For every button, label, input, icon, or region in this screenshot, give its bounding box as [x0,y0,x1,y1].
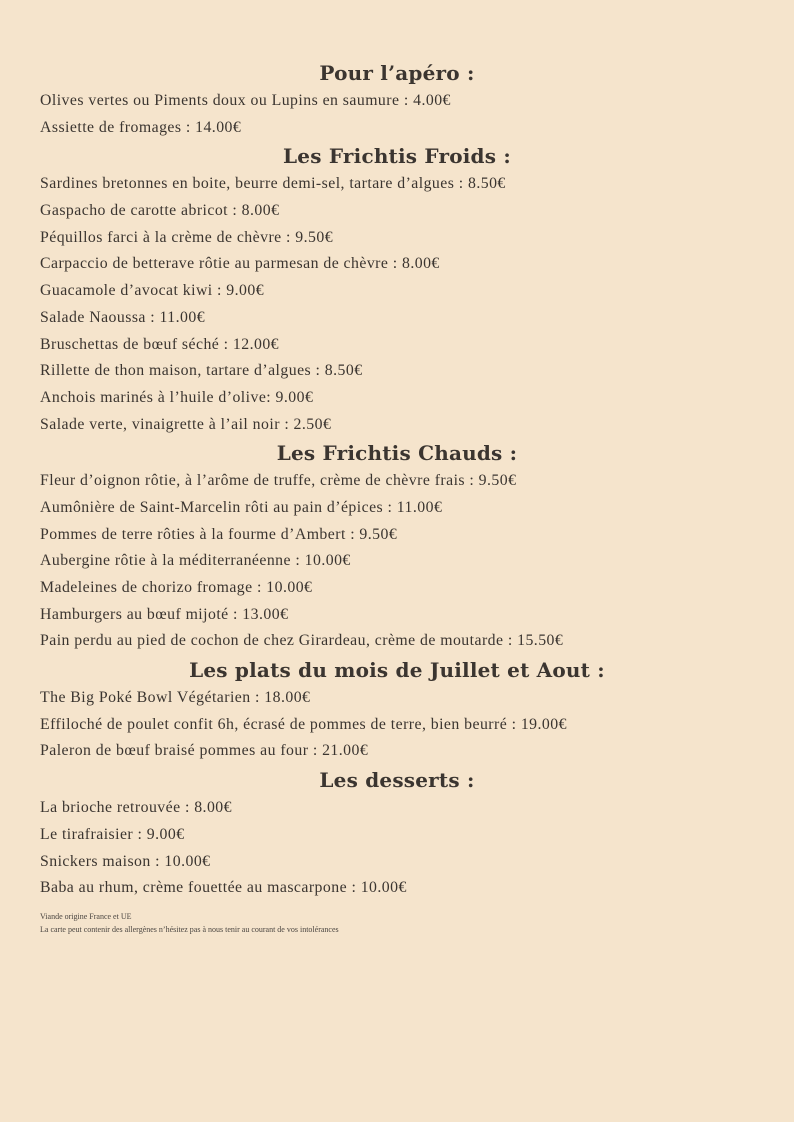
menu-item: Le tirafraisier : 9.00€ [40,825,185,843]
section-items-apero [40,88,754,141]
menu-item: Gaspacho de carotte abricot : 8.00€ [40,202,280,220]
section-title-plats-du-mois: Les plats du mois de Juillet et Aout : [189,658,605,683]
menu-item: Aumônière de Saint-Marcelin rôti au pain d’épices : 11.00€ [40,498,443,516]
menu-item: Snickers maison : 10.00€ [40,852,211,870]
menu-item: Rillette de thon maison, tartare d’algues : 8.50€ [40,362,363,380]
section-frichtis-chauds [40,438,754,655]
menu-item: Pommes de terre rôties à la fourme d’Ambert : 9.50€ [40,525,398,543]
menu-item: Baba au rhum, crème fouettée au mascarpone : 10.00€ [40,879,407,897]
footnotes [40,910,754,936]
section-items-plats-du-mois [40,685,754,765]
menu-item: Pain perdu au pied de cochon de chez Girardeau, crème de moutarde : 15.50€ [40,632,564,650]
footnote-allergens: La carte peut contenir des allergènes n’hésitez pas à nous tenir au courant de vos intolérances [40,924,339,934]
section-items-desserts [40,795,754,902]
section-title-frichtis-froids: Les Frichtis Froids : [283,144,511,169]
menu-item: Aubergine rôtie à la méditerranéenne : 10.00€ [40,552,351,570]
section-items-frichtis-chauds [40,468,754,655]
section-frichtis-froids [40,141,754,438]
menu-item: Assiette de fromages : 14.00€ [40,118,242,136]
section-plats-du-mois [40,655,754,765]
footnote-origin: Viande origine France et UE [40,911,132,921]
menu-item: Salade Naoussa : 11.00€ [40,308,206,326]
menu-item: Guacamole d’avocat kiwi : 9.00€ [40,282,265,300]
section-desserts [40,765,754,902]
menu-item: Olives vertes ou Piments doux ou Lupins en saumure : 4.00€ [40,92,451,109]
section-title-frichtis-chauds: Les Frichtis Chauds : [276,441,518,466]
menu-item: Effiloché de poulet confit 6h, écrasé de pommes de terre, bien beurré : 19.00€ [40,715,567,733]
menu-item: Salade verte, vinaigrette à l’ail noir : 2.50€ [40,415,332,433]
menu-item: Sardines bretonnes en boite, beurre demi-sel, tartare d’algues : 8.50€ [40,175,506,193]
menu-item: Madeleines de chorizo fromage : 10.00€ [40,579,313,596]
menu-item: La brioche retrouvée : 8.00€ [40,799,232,817]
section-title-apero: Pour l’apéro : [319,61,475,85]
section-apero [40,58,754,141]
section-items-frichtis-froids [40,171,754,438]
menu-page [40,58,754,936]
menu-item: Péquillos farci à la crème de chèvre : 9.50€ [40,228,334,246]
menu-item: Hamburgers au bœuf mijoté : 13.00€ [40,605,289,623]
menu-item: Bruschettas de bœuf séché : 12.00€ [40,335,280,353]
menu-item: The Big Poké Bowl Végétarien : 18.00€ [40,689,311,707]
menu-item: Fleur d’oignon rôtie, à l’arôme de truffe, crème de chèvre frais : 9.50€ [40,472,517,490]
section-title-desserts: Les desserts : [319,768,475,793]
menu-item: Carpaccio de betterave rôtie au parmesan de chèvre : 8.00€ [40,255,440,273]
menu-item: Anchois marinés à l’huile d’olive: 9.00€ [40,388,314,406]
menu-item: Paleron de bœuf braisé pommes au four : 21.00€ [40,742,369,760]
